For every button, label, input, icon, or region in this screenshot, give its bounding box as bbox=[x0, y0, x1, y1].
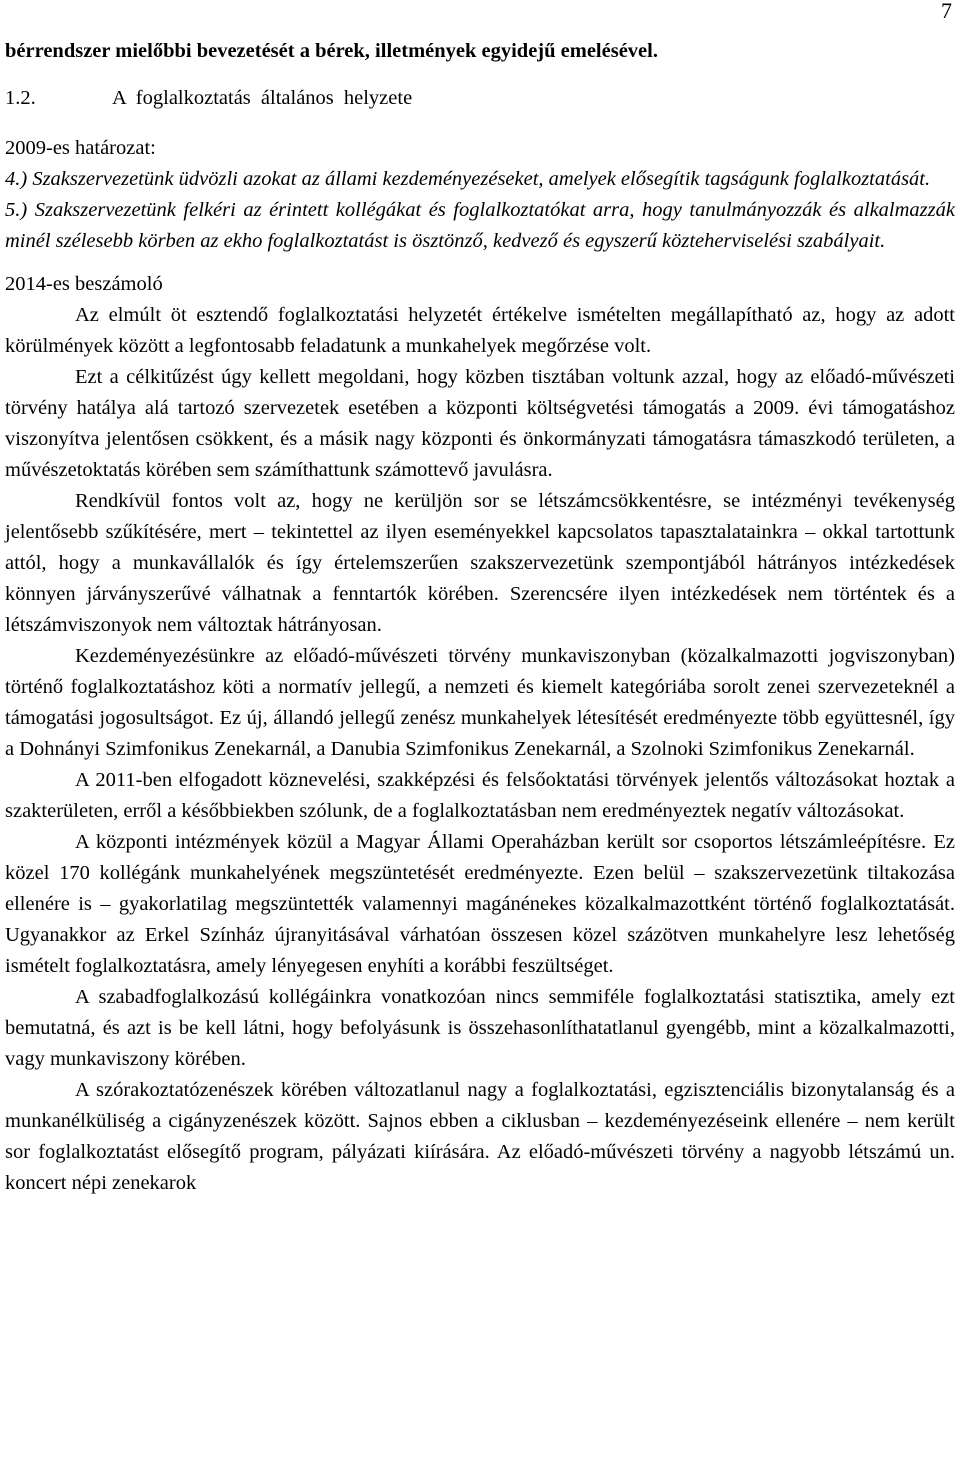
report-paragraph: A központi intézmények közül a Magyar Állami Operaházban került sor csoportos létszámleépítésre. Ez közel 170 kollégánk munkahelyének megszüntetését eredményezte. Ezen belül – szakszervezetünk tiltakozása ellenére is – gyakorlatilag megszüntették valamennyi magánénekes közalkalmazottként történő foglalkoztatását. Ugyanakkor az Erkel Színház újranyitásával várhatóan összesen közel százötven munkahelyre lesz lehetőség ismételt foglalkoztatásra, amely lényegesen enyhíti a korábbi feszültséget. bbox=[5, 831, 955, 977]
section-number: 1.2. bbox=[5, 87, 36, 109]
report-paragraph: A szabadfoglalkozású kollégáinkra vonatkozóan nincs semmiféle foglalkoztatási statisztika, amely ezt bemutatná, és azt is be kell látni, hogy befolyásunk is összehasonlíthatatlanul gyengébb, mint a közalkalmazotti, vagy munkaviszony körében. bbox=[5, 986, 955, 1070]
section-title: A foglalkoztatás általános helyzete bbox=[112, 87, 413, 109]
report-paragraph: Kezdeményezésünkre az előadó-művészeti törvény munkaviszonyban (közalkalmazotti jogviszonyban) történő foglalkoztatáshoz köti a normatív jellegű, a nemzeti és kiemelt kategóriába sorolt zenei szervezeteknél a támogatási jogosultságot. Ez új, állandó jellegű zenész munkahelyek létesítését eredményezte több együttesnél, így a Dohnányi Szimfonikus Zenekarnál, a Danubia Szimfonikus Zenekarnál, a Szolnoki Szimfonikus Zenekarnál. bbox=[5, 645, 955, 760]
resolution-2009-label: 2009-es határozat: bbox=[5, 137, 156, 159]
resolution-point-4: 4.) Szakszervezetünk üdvözli azokat az állami kezdeményezéseket, amelyek elősegítik tagságunk foglalkoztatását. bbox=[5, 168, 931, 190]
section-heading bbox=[5, 83, 955, 114]
report-paragraph: Az elmúlt öt esztendő foglalkoztatási helyzetét értékelve ismételten megállapítható az, hogy az adott körülmények között a legfontosabb feladatunk a munkahelyek megőrzése volt. bbox=[5, 304, 955, 357]
page-number: 7 bbox=[941, 0, 952, 23]
report-paragraph: A 2011-ben elfogadott köznevelési, szakképzési és felsőoktatási törvények jelentős változásokat hoztak a szakterületen, erről a későbbiekben szólunk, de a foglalkoztatásban nem eredményeztek negatív változásokat. bbox=[5, 769, 955, 822]
resolution-point-5: 5.) Szakszervezetünk felkéri az érintett kollégákat és foglalkoztatókat arra, hogy tanulmányozzák és alkalmazzák minél szélesebb körben az ekho foglalkoztatást is ösztönző, kedvező és egyszerű közteherviselési szabályait. bbox=[5, 199, 955, 252]
report-paragraph: A szórakoztatózenészek körében változatlanul nagy a foglalkoztatási, egzisztenciális bizonytalanság és a munkanélküliség a cigányzenészek között. Sajnos ebben a ciklusban – kezdeményezéseink ellenére – nem került sor foglalkoztatást elősegítő program, pályázati kiírására. Az előadó-művészeti törvény a nagyobb létszámú un. koncert népi zenekarok bbox=[5, 1079, 955, 1194]
intro-line: bérrendszer mielőbbi bevezetését a bérek, illetmények egyidejű emelésével. bbox=[5, 40, 658, 62]
report-paragraph: Ezt a célkitűzést úgy kellett megoldani, hogy közben tisztában voltunk azzal, hogy az előadó-művészeti törvény hatálya alá tartozó szervezetek esetében a központi költségvetési támogatás a 2009. évi támogatáshoz viszonyítva jelentősen csökkent, és a másik nagy központi és önkormányzati támogatásra támaszkodó területen, a művészetoktatás körében sem számíthattunk számottevő javulásra. bbox=[5, 366, 955, 481]
report-2014-label: 2014-es beszámoló bbox=[5, 273, 163, 295]
report-paragraph: Rendkívül fontos volt az, hogy ne kerüljön sor se létszámcsökkentésre, se intézményi tevékenység jelentősebb szűkítésére, mert – tekintettel az ilyen eseményekkel kapcsolatos tapasztalatainkra – okkal tartottunk attól, hogy a munkavállalók és így értelemszerűen szakszervezetünk szempontjából hátrányos intézkedések könnyen járványszerűvé válhatnak a fenntartók körében. Szerencsére ilyen intézkedések nem történtek és a létszámviszonyok nem változtak hátrányosan. bbox=[5, 490, 955, 636]
page-content bbox=[5, 36, 955, 1199]
